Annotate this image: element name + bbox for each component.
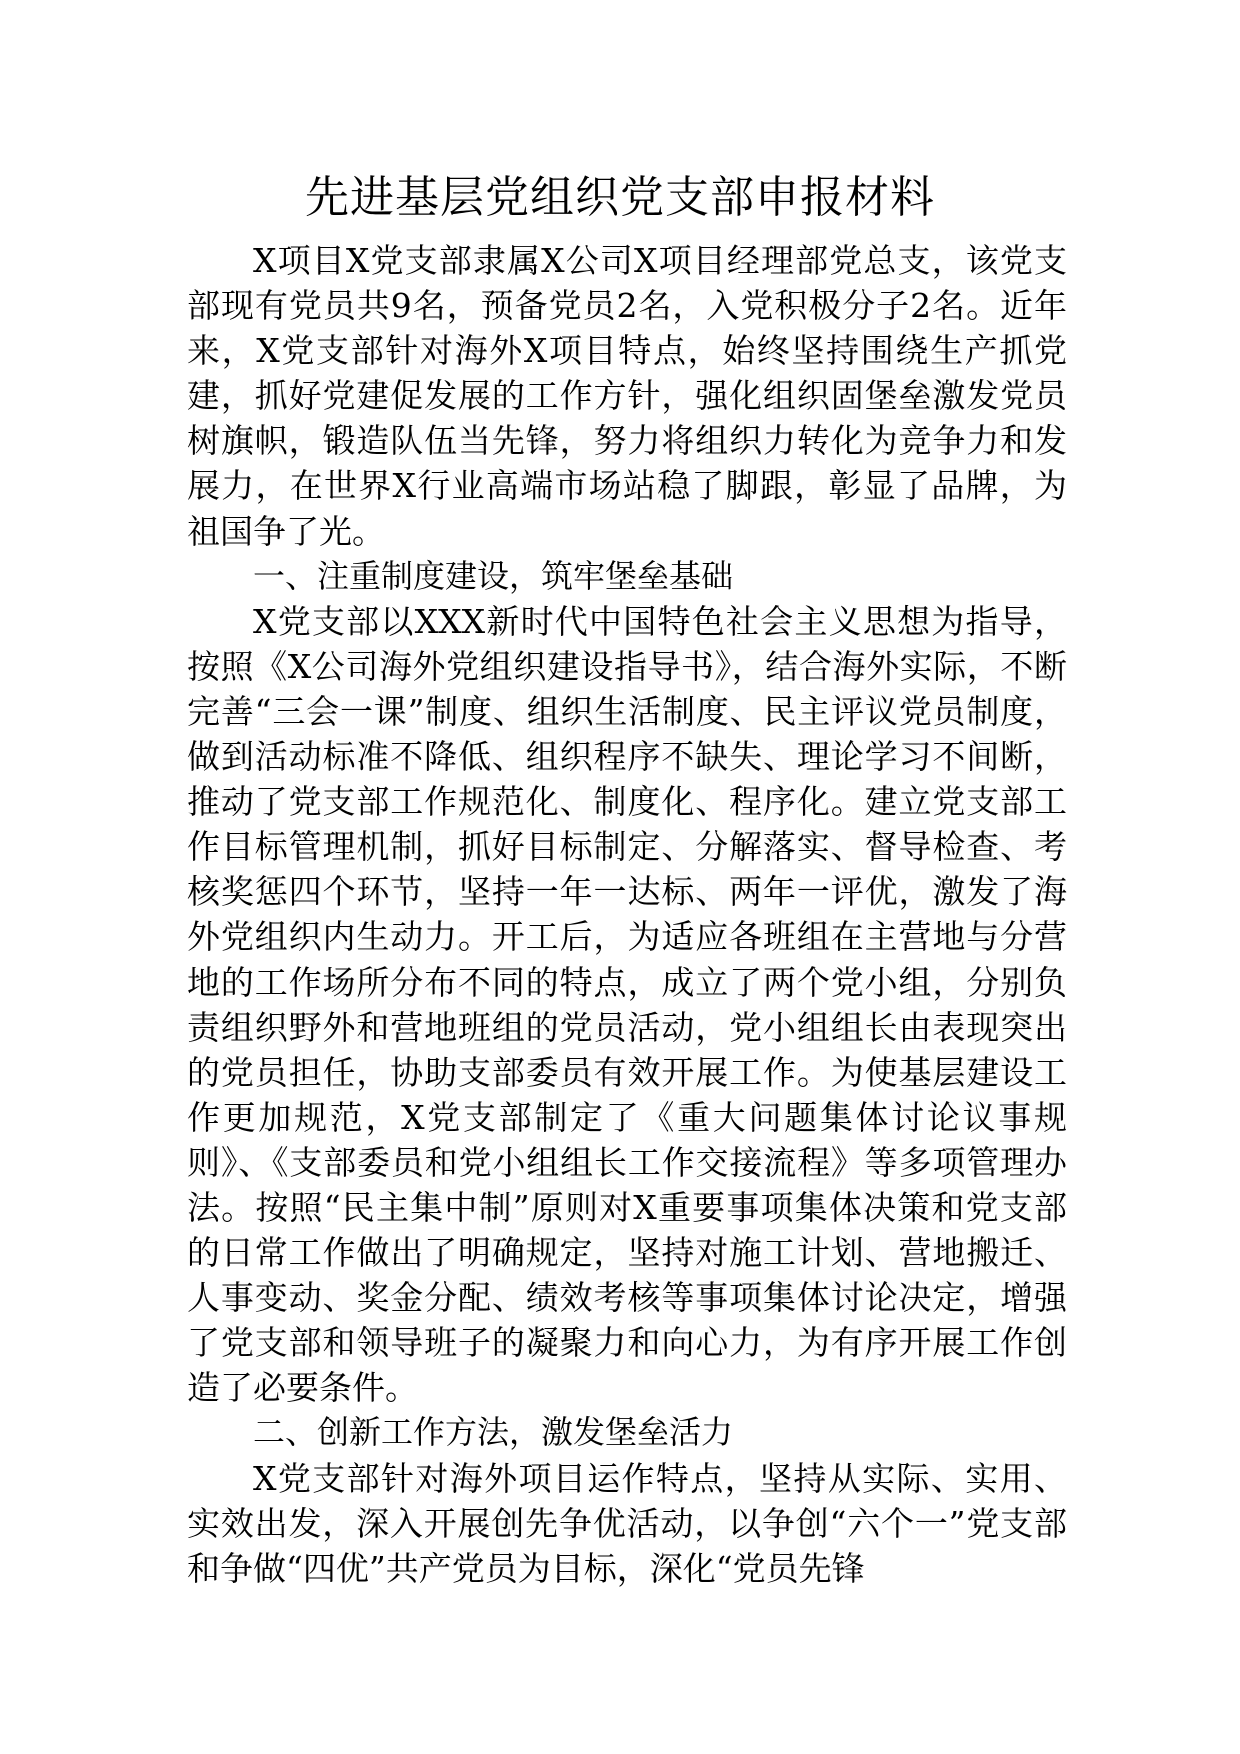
document-body	[187, 238, 1067, 1591]
section-heading-2: 二、创新工作方法，激发堡垒活力	[253, 1413, 734, 1452]
paragraph-intro: X项目X党支部隶属X公司X项目经理部党总支，该党支部现有党员共9名，预备党员2名，入党积极分子2名。近年来，X党支部针对海外X项目特点，始终坚持围绕生产抓党建，抓好党建促发展的工作方针，强化组织固堡垒激发党员树旗帜，锻造队伍当先锋，努力将组织力转化为竞争力和发展力，在世界X行业高端市场站稳了脚跟，彰显了品牌，为祖国争了光。	[187, 241, 1067, 551]
document-title: 先进基层党组织党支部申报材料	[305, 172, 935, 223]
section-heading-1: 一、注重制度建设，筑牢堡垒基础	[253, 556, 734, 595]
paragraph-innovation: X党支部针对海外项目运作特点，坚持从实际、实用、实效出发，深入开展创先争优活动，以争创“六个一”党支部和争做“四优”共产党员为目标，深化“党员先锋	[187, 1458, 1067, 1588]
paragraph-system-building: X党支部以XXX新时代中国特色社会主义思想为指导，按照《X公司海外党组织建设指导书》，结合海外实际，不断完善“三会一课”制度、组织生活制度、民主评议党员制度，做到活动标准不降低、组织程序不缺失、理论学习不间断，推动了党支部工作规范化、制度化、程序化。建立党支部工作目标管理机制，抓好目标制定、分解落实、督导检查、考核奖惩四个环节，坚持一年一达标、两年一评优，激发了海外党组织内生动力。开工后，为适应各班组在主营地与分营地的工作场所分布不同的特点，成立了两个党小组，分别负责组织野外和营地班组的党员活动，党小组组长由表现突出的党员担任，协助支部委员有效开展工作。为使基层建设工作更加规范，X党支部制定了《重大问题集体讨论议事规则》、《支部委员和党小组组长工作交接流程》等多项管理办法。按照“民主集中制”原则对X重要事项集体决策和党支部的日常工作做出了明确规定，坚持对施工计划、营地搬迁、人事变动、奖金分配、绩效考核等事项集体讨论决定，增强了党支部和领导班子的凝聚力和向心力，为有序开展工作创造了必要条件。	[187, 601, 1067, 1408]
